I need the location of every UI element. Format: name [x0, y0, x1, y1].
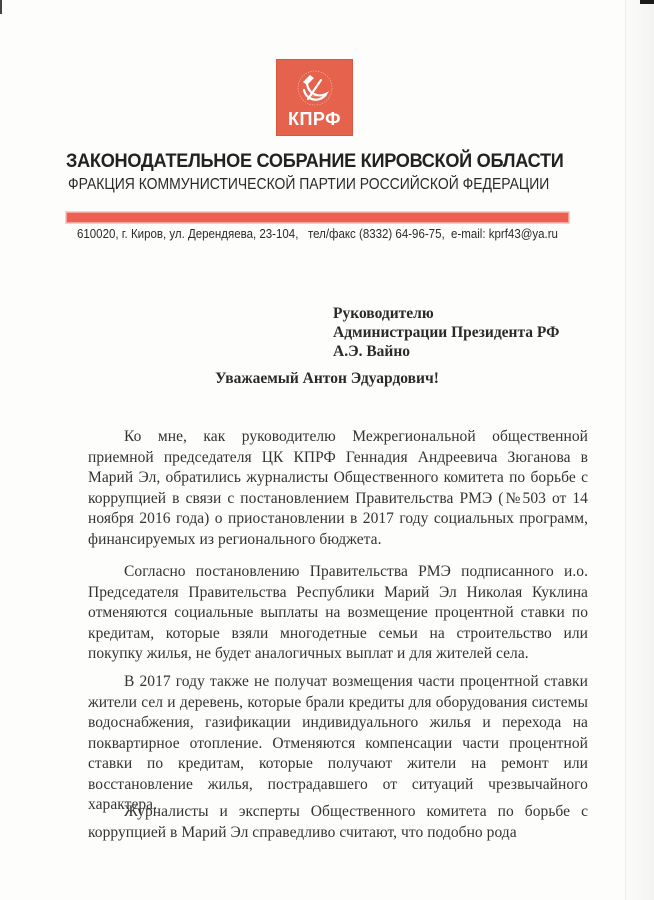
body-paragraph: Ко мне, как руководителю Межрегиональной общественной приемной председателя ЦК КПРФ Геннадия Андреевича Зюганова в Марий Эл, обратились журналисты Общественного комитета по борьбе с коррупцией в связи с постановлением Правительства РМЭ (№503 от 14 ноября 2016 года) о приостановлении в 2017 году социальных программ, финансируемых из регионального бюджета.: [88, 428, 588, 548]
letterhead-divider-bar: [66, 212, 569, 223]
addressee-line: Руководителю: [333, 305, 434, 322]
salutation: Уважаемый Антон Эдуардович!: [215, 370, 439, 387]
logo-text: КПРФ: [287, 109, 342, 129]
addressee-block: [333, 304, 559, 361]
kprf-logo: [276, 59, 353, 136]
body-paragraph: В 2017 году также не получат возмещения части процентной ставки жители сел и деревень, которые брали кредиты для оборудования системы водоснабжения, газификации индивидуального жилья и перехода на поквартирное отопление. Отменяются компенсации части процентной ставки по кредитам, которые получают жители на ремонт или восстановление жилья, пострадавшего от ситуаций чрезвычайного характера.: [88, 673, 588, 813]
addressee-line: А.Э. Вайно: [333, 343, 411, 360]
faction-subtitle: ФРАКЦИЯ КОММУНИСТИЧЕСКОЙ ПАРТИИ РОССИЙСКОЙ ФЕДЕРАЦИИ: [68, 176, 550, 193]
scan-edge-mark: [0, 0, 2, 14]
body-paragraph: Журналисты и эксперты Общественного комитета по борьбе с коррупцией в Марий Эл справедливо считают, что подобно рода: [88, 803, 588, 841]
scan-corner-artifact: [640, 0, 654, 4]
organization-title: ЗАКОНОДАТЕЛЬНОЕ СОБРАНИЕ КИРОВСКОЙ ОБЛАСТИ: [66, 150, 564, 172]
contact-info: 610020, г. Киров, ул. Дерендяева, 23-104, тел/факс (8332) 64-96-75, e-mail: kprf43@ya.ru: [77, 227, 558, 241]
addressee-line: Администрации Президента РФ: [333, 324, 560, 341]
scan-page-edge: [625, 0, 654, 900]
body-paragraph: Согласно постановлению Правительства РМЭ подписанного и.о. Председателя Правительства Республики Марий Эл Николая Куклина отменяются социальные выплаты на возмещение процентной ставки по кредитам, которые взяли многодетные семьи на строительство или покупку жилья, не будет аналогичных выплат и для жителей села.: [88, 563, 588, 662]
